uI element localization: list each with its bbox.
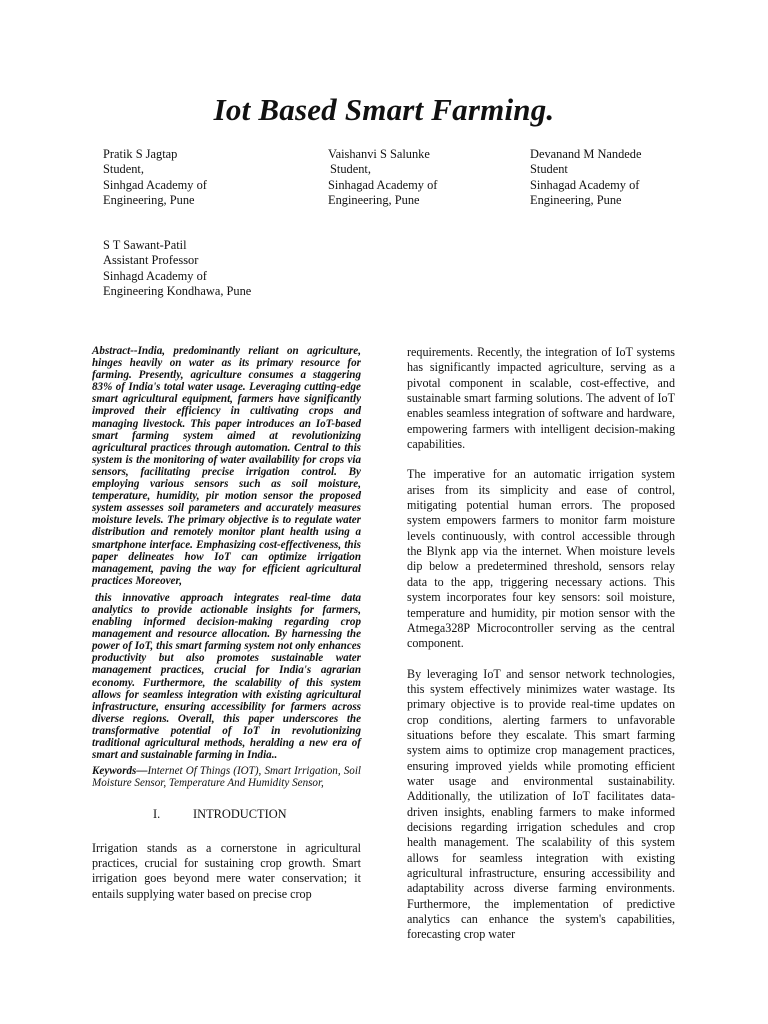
section-heading <box>92 807 361 822</box>
section-number: I. <box>153 807 161 822</box>
left-column <box>92 345 361 902</box>
keywords-text: Internet Of Things (IOT), Smart Irrigation, Soil Moisture Sensor, Temperature And Humidity Sensor, <box>92 765 361 790</box>
author-block <box>103 238 251 299</box>
author-affiliation: Sinhagd Academy of <box>103 268 207 283</box>
keywords <box>92 765 361 789</box>
author-affiliation: Engineering, Pune <box>328 192 420 207</box>
author-name: Vaishanvi S Salunke <box>328 147 430 161</box>
author-affiliation: Sinhgad Academy of <box>103 177 207 192</box>
body-paragraph: Irrigation stands as a cornerstone in agricultural practices, crucial for sustaining crop growth. Smart irrigation goes beyond mere water conservation; it entails supplying water based on precise crop <box>92 840 361 901</box>
body-paragraph: requirements. Recently, the integration of IoT systems has significantly impacted agriculture, serving as a pivotal component in scalable, cost-effective, and sustainable smart farming solutions. The advent of IoT enables seamless integration of software and hardware, empowering farmers with intelligent decision-making capabilities. <box>407 345 675 452</box>
author-affiliation: Sinhagad Academy of <box>530 177 640 192</box>
paper-title: Iot Based Smart Farming. <box>213 92 555 127</box>
author-name: S T Sawant-Patil <box>103 238 187 252</box>
keywords-label: Keywords— <box>92 765 148 778</box>
author-role: Student <box>530 162 568 177</box>
right-column <box>407 345 675 943</box>
abstract <box>92 345 361 761</box>
abstract-paragraph: this innovative approach integrates real-time data analytics to provide actionable insights for farmers, enabling informed decision-making regarding crop management and resource allocation. By harnessing the power of IoT, this smart farming system not only enhances productivity but also promotes sustainable water management practices, crucial for India's agrarian economy. Furthermore, the scalability of this system allows for seamless integration with existing agricultural infrastructure, ensuring accessibility for farmers across diverse regions. Overall, this paper underscores the transformative potential of IoT in revolutionizing traditional agricultural methods, heralding a new era of smart and sustainable farming in India.. <box>92 591 361 762</box>
author-affiliation: Engineering, Pune <box>103 192 195 207</box>
section-title: INTRODUCTION <box>193 807 287 822</box>
author-role: Student, <box>330 162 371 177</box>
author-block <box>530 147 641 208</box>
author-name: Devanand M Nandede <box>530 147 642 161</box>
author-affiliation: Engineering, Pune <box>530 192 622 207</box>
author-role: Student, <box>103 162 144 177</box>
author-role: Assistant Professor <box>103 253 199 268</box>
author-affiliation: Engineering Kondhawa, Pune <box>103 283 252 298</box>
body-paragraph: By leveraging IoT and sensor network technologies, this system effectively minimizes water wastage. Its primary objective is to provide real-time updates on crop conditions, alerting farmers to unfavorable situations before they escalate. This smart farming system aims to optimize crop management practices, ensuring improved yields while promoting efficient water usage and environmental sustainability. Additionally, the utilization of IoT facilitates data-driven insights, enabling farmers to make informed decisions regarding irrigation schedules and crop health management. The scalability of this system allows for seamless integration with existing agricultural infrastructure, ensuring accessibility and adaptability across diverse farming environments. Furthermore, the implementation of predictive analytics can enhance the system's capabilities, forecasting crop water <box>407 666 675 942</box>
author-name: Pratik S Jagtap <box>103 147 178 161</box>
author-affiliation: Sinhagad Academy of <box>328 177 438 192</box>
author-block <box>103 147 207 208</box>
body-paragraph: The imperative for an automatic irrigation system arises from its simplicity and ease of control, mitigating potential human errors. The proposed system empowers farmers to monitor farm moisture levels continuously, with control accessible through the Blynk app via the internet. When moisture levels dip below a predetermined threshold, sensors relay data to the app, triggering necessary actions. This system incorporates four key sensors: soil moisture, temperature and humidity, pir motion sensor with the Atmega328P Microcontroller serving as the central component. <box>407 467 675 651</box>
abstract-paragraph: Abstract--India, predominantly reliant on agriculture, hinges heavily on water as its primary resource for farming. Presently, agriculture consumes a staggering 83% of India's total water usage. Leveraging cutting-edge smart agricultural equipment, farmers have significantly improved their efficiency in cultivating crops and managing livestock. This paper introduces an IoT-based smart farming system aimed at revolutionizing agricultural practices through automation. Central to this system is the monitoring of water availability for crops via sensors, facilitating precise irrigation control. By employing various sensors such as soil moisture, temperature, humidity, pir motion sensor the proposed system assesses soil parameters and accurately measures moisture levels. The primary objective is to regulate water distribution and remotely monitor plant health using a smartphone interface. Emphasizing cost-effectiveness, this paper delineates how IoT can optimize irrigation management, paving the way for efficient agricultural practices Moreover, <box>92 345 361 587</box>
author-block <box>328 147 437 208</box>
